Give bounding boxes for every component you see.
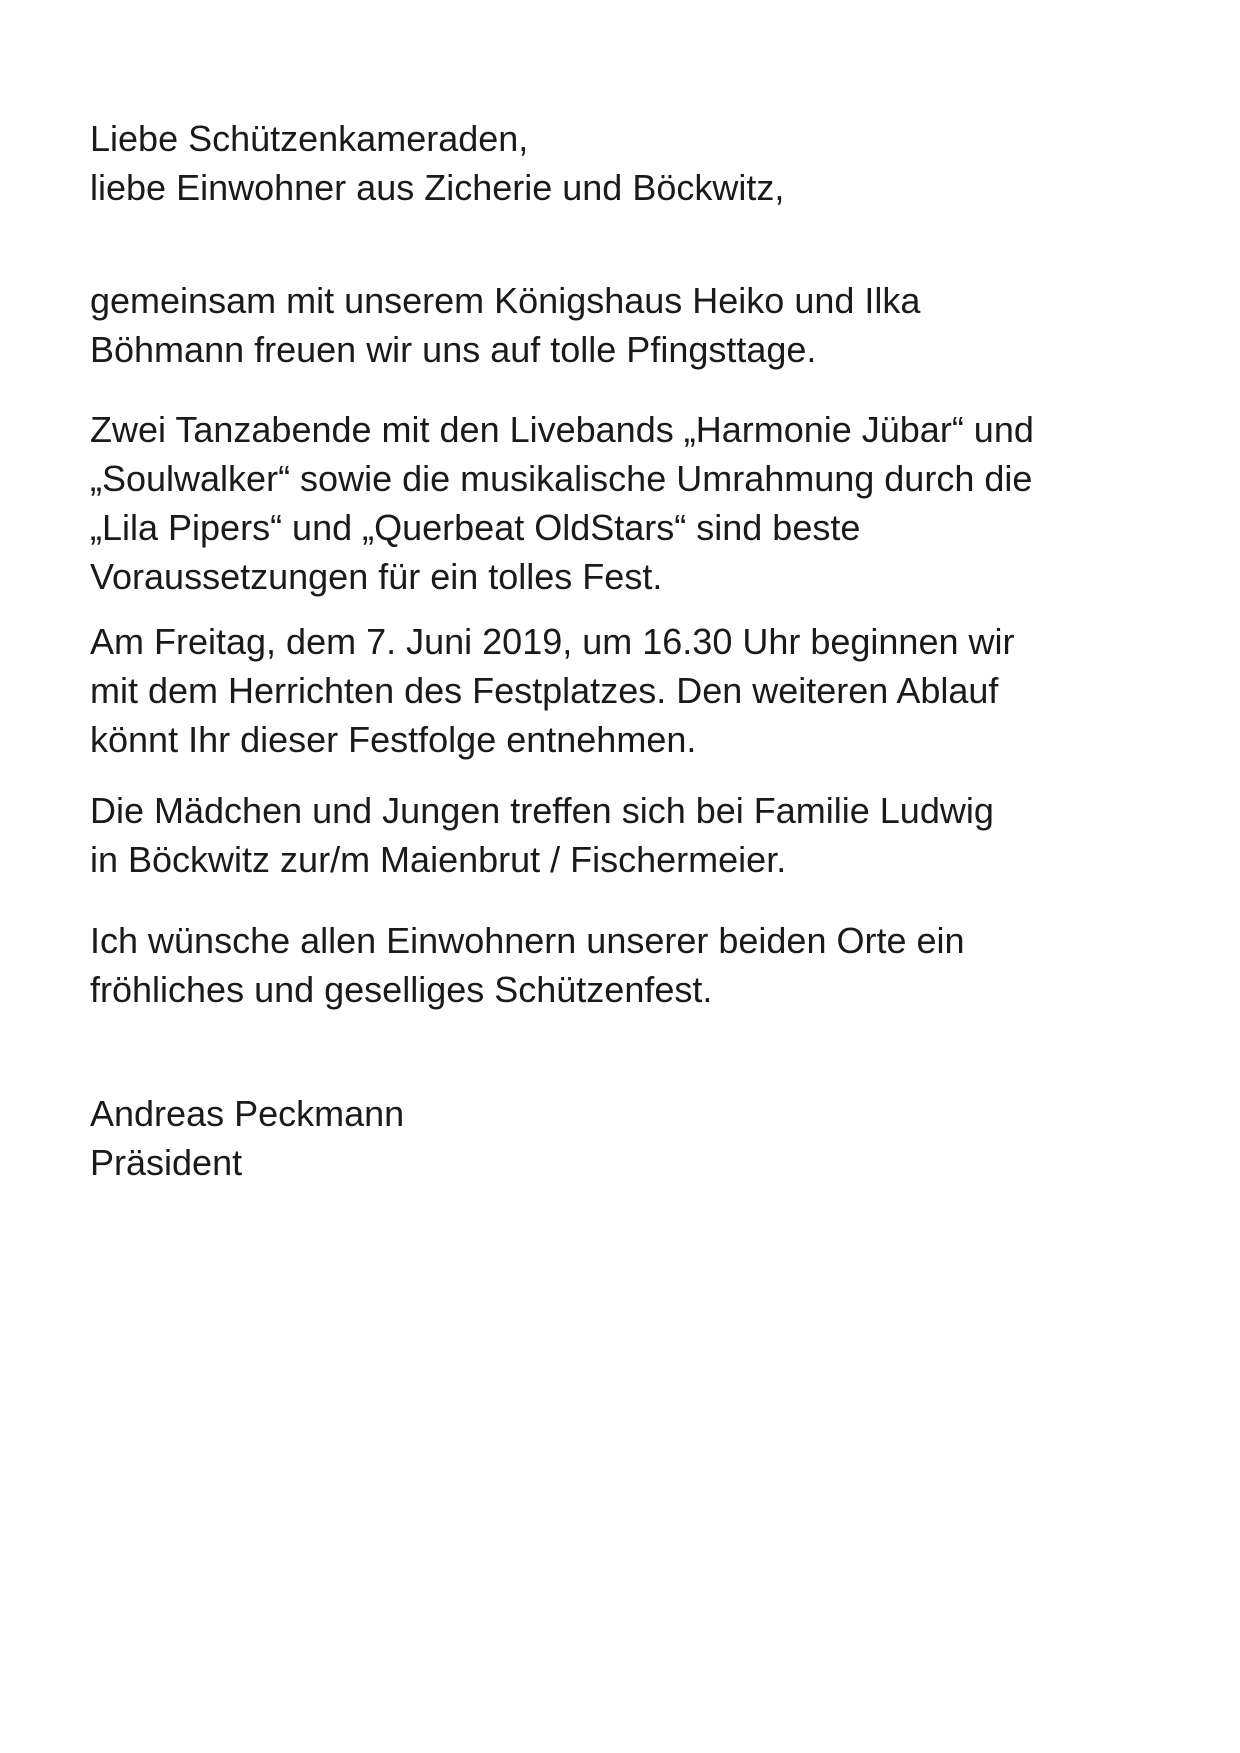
- signature-block: [90, 1089, 1170, 1187]
- paragraph-wuensche: [90, 916, 1170, 1014]
- paragraph-line: mit dem Herrichten des Festplatzes. Den weiteren Ablauf: [90, 670, 999, 711]
- paragraph-line: „Soulwalker“ sowie die musikalische Umrahmung durch die: [90, 458, 1033, 499]
- signature-title: Präsident: [90, 1142, 243, 1183]
- paragraph-line: fröhliches und geselliges Schützenfest.: [90, 969, 713, 1010]
- paragraph-line: Ich wünsche allen Einwohnern unserer beiden Orte ein: [90, 920, 965, 961]
- paragraph-line: Am Freitag, dem 7. Juni 2019, um 16.30 Uhr beginnen wir: [90, 621, 1015, 662]
- salutation-line: liebe Einwohner aus Zicherie und Böckwitz,: [90, 167, 785, 208]
- paragraph-koenigshaus: [90, 276, 1170, 374]
- paragraph-maedchen-jungen: [90, 786, 1170, 884]
- salutation: [90, 114, 1170, 212]
- salutation-line: Liebe Schützenkameraden,: [90, 118, 529, 159]
- paragraph-freitag: [90, 617, 1170, 764]
- paragraph-line: Böhmann freuen wir uns auf tolle Pfingsttage.: [90, 329, 817, 370]
- paragraph-line: in Böckwitz zur/m Maienbrut / Fischermeier.: [90, 839, 787, 880]
- paragraph-tanzabende: [90, 405, 1170, 601]
- paragraph-line: „Lila Pipers“ und „Querbeat OldStars“ sind beste: [90, 507, 861, 548]
- paragraph-line: Voraussetzungen für ein tolles Fest.: [90, 556, 663, 597]
- paragraph-line: gemeinsam mit unserem Königshaus Heiko und Ilka: [90, 280, 921, 321]
- signature-name: Andreas Peckmann: [90, 1093, 405, 1134]
- paragraph-line: Die Mädchen und Jungen treffen sich bei Familie Ludwig: [90, 790, 994, 831]
- paragraph-line: Zwei Tanzabende mit den Livebands „Harmonie Jübar“ und: [90, 409, 1034, 450]
- paragraph-line: könnt Ihr dieser Festfolge entnehmen.: [90, 719, 697, 760]
